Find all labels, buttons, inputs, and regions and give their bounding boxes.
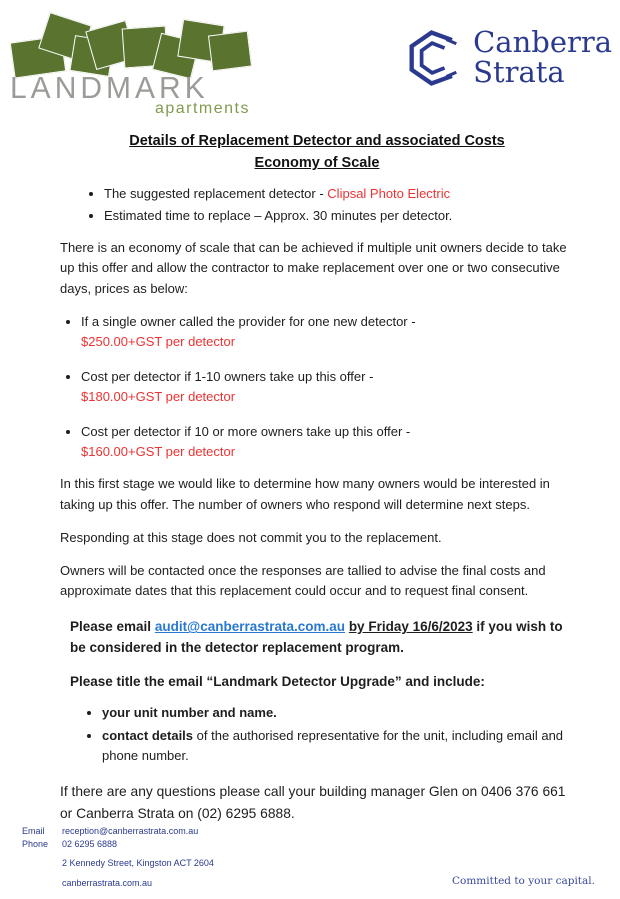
- canberra-strata-wordmark-line1: Canberra: [473, 25, 612, 60]
- cta-deadline: by Friday 16/6/2023: [348, 619, 473, 635]
- list-item: [81, 422, 574, 462]
- paragraph-questions-contact: If there are any questions please call your building manager Glen on 0406 376 661 or Canberra Strata on (02) 6295 6888.: [60, 784, 566, 821]
- footer-email-value: reception@canberrastrata.com.au: [62, 826, 199, 837]
- paragraph-owners-contacted: Owners will be contacted once the responses are tallied to advise the final costs and approximate dates that this replacement could occur and to request final consent.: [60, 562, 546, 599]
- list-item: [102, 703, 574, 723]
- bullet-bold-text: your unit number and name.: [102, 704, 277, 720]
- cta-prefix: Please email: [70, 619, 155, 635]
- list-item: [102, 726, 574, 766]
- cta-suffix: if you wish to be considered in the detector replacement program.: [70, 619, 563, 656]
- footer-website-value: canberrastrata.com.au: [62, 877, 153, 888]
- footer-tagline: Committed to your capital.: [452, 875, 595, 887]
- bullet-highlight-red: Clipsal Photo Electric: [327, 185, 451, 201]
- footer-phone-row: [22, 838, 214, 850]
- footer-address-row: [22, 857, 214, 869]
- footer-contact-block: [22, 825, 214, 889]
- document-title-line2: Economy of Scale: [254, 155, 380, 172]
- document-title: [60, 130, 574, 175]
- pricing-condition: • If a single owner called the provider for one new detector -: [81, 313, 416, 329]
- footer-website-spacer: [22, 877, 62, 889]
- landmark-logo-subtitle: apartments: [154, 100, 250, 117]
- canberra-strata-wordmark: [473, 25, 612, 89]
- document-body: [0, 124, 620, 824]
- paragraph-no-commitment: Responding at this stage does not commit you to the replacement.: [60, 529, 442, 545]
- email-title-instruction: Please title the email “Landmark Detector Upgrade” and include:: [70, 674, 485, 690]
- pricing-amount: $180.00+GST per detector: [81, 389, 236, 405]
- canberra-strata-hexagon-icon: [403, 24, 465, 92]
- bullet-text: of the authorised representative for the unit, including email and phone number.: [102, 728, 564, 764]
- paragraph-first-stage: In this first stage we would like to determine how many owners would be interested in taking up this offer. The number of owners who respond will determine next steps.: [60, 476, 550, 512]
- pricing-bullet-list: [60, 312, 574, 463]
- footer-website-row: [22, 877, 214, 889]
- document-title-line1: Details of Replacement Detector and associated Costs: [129, 133, 505, 149]
- landmark-apartments-logo: [10, 12, 250, 117]
- list-item: [104, 184, 574, 204]
- landmark-logo-wordmark: LANDMARK: [10, 71, 209, 106]
- footer-phone-label: Phone: [22, 838, 49, 849]
- footer-phone-value: 02 6295 6888: [62, 838, 118, 849]
- bullet-bold-text: contact details: [102, 728, 194, 744]
- list-item: [81, 367, 574, 407]
- pricing-condition: • Cost per detector if 1-10 owners take up this offer -: [81, 368, 374, 384]
- canberra-strata-logo: [403, 24, 612, 92]
- pricing-amount: $250.00+GST per detector: [81, 333, 236, 349]
- footer-email-label: Email: [22, 826, 45, 837]
- bullet-text: The suggested replacement detector -: [104, 185, 328, 201]
- canberra-strata-wordmark-line2: Strata: [473, 55, 565, 89]
- pricing-amount: $160.00+GST per detector: [81, 444, 236, 460]
- list-item: [81, 312, 574, 352]
- audit-email-link[interactable]: audit@canberrastrata.com.au: [154, 619, 346, 635]
- include-bullet-list: [60, 703, 574, 766]
- footer-address-value: 2 Kennedy Street, Kingston ACT 2604: [62, 857, 214, 868]
- email-call-to-action: [70, 617, 574, 659]
- landmark-logo-square: [208, 31, 252, 72]
- footer-address-spacer: [22, 857, 62, 869]
- paragraph-economy-of-scale: There is an economy of scale that can be achieved if multiple unit owners decide to take up this offer and allow the contractor to make replacement over one or two consecutive days, prices as below:: [60, 240, 567, 296]
- list-item: [104, 206, 574, 226]
- pricing-condition: • Cost per detector if 10 or more owners take up this offer -: [81, 424, 411, 440]
- bullet-text: Estimated time to replace – Approx. 30 minutes per detector.: [104, 208, 453, 224]
- intro-bullet-list: [60, 184, 574, 226]
- footer-email-row: [22, 825, 214, 837]
